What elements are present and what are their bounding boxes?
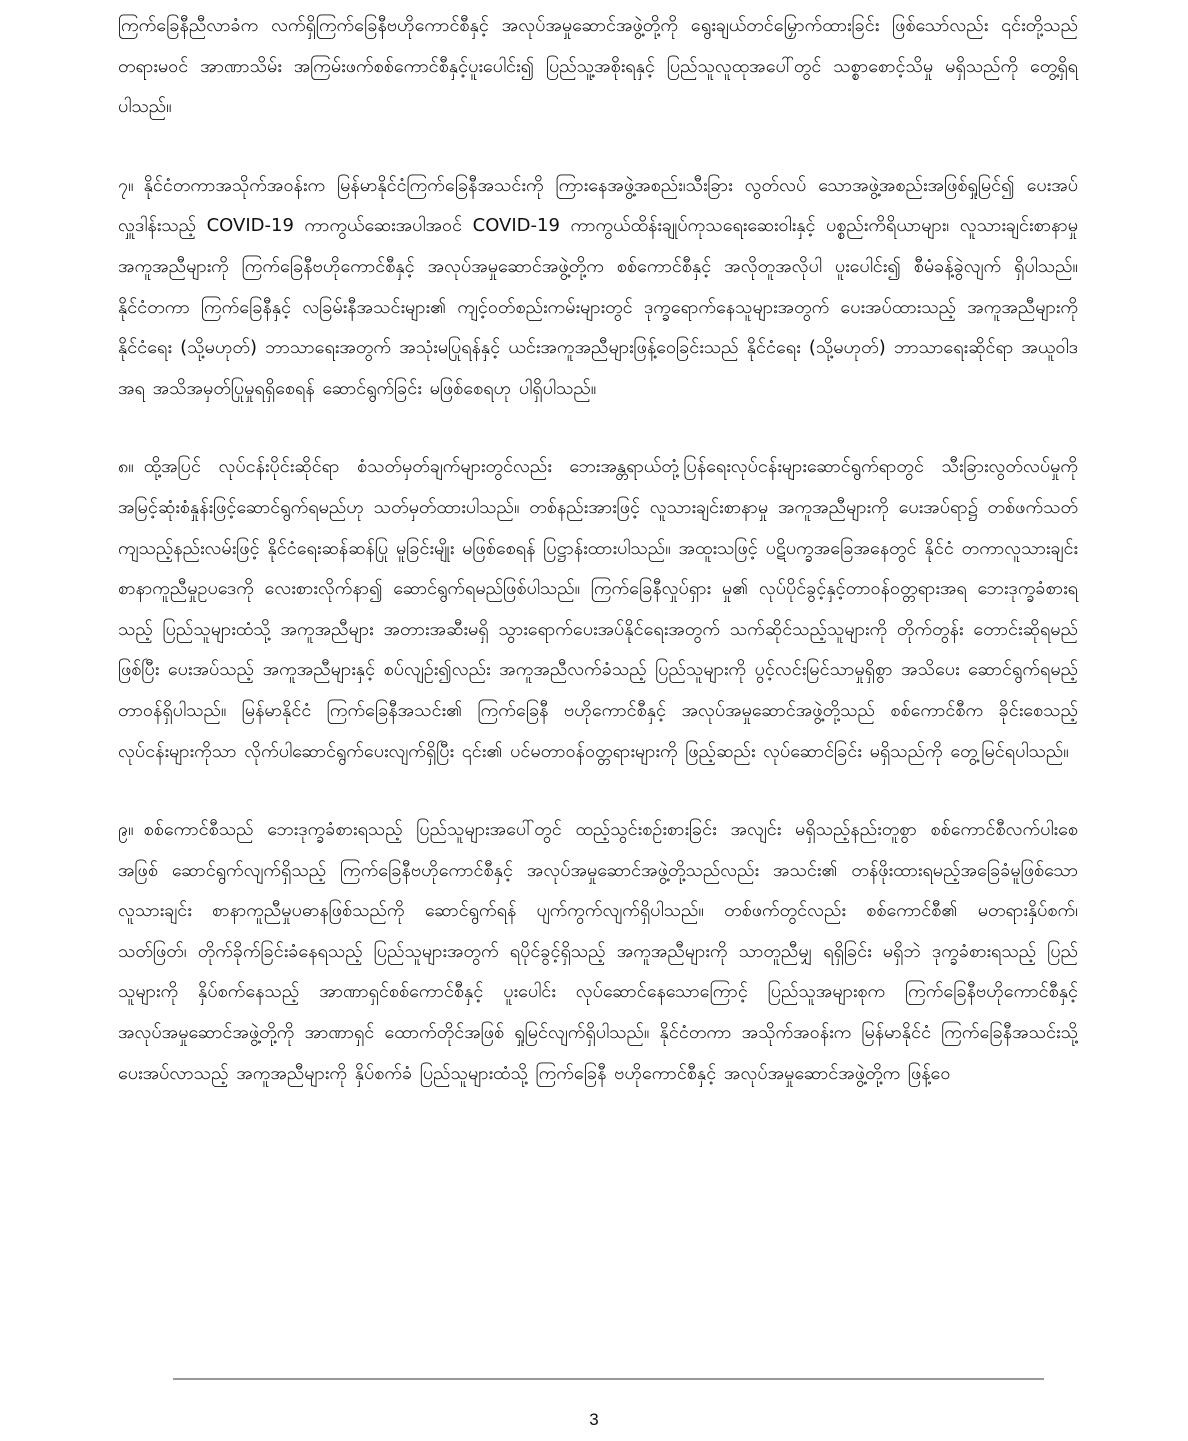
paragraph-text: ကြက်ခြေနီညီလာခံက လက်ရှိကြက်ခြေနီဗဟိုကောင်စီနှင့် အလုပ်အမှုဆောင်အဖွဲ့တို့ကို ရွေးချယ်တင်မြှောက်ထားခြင်း ဖြစ်သော်လည်း ၎င်းတို့သည် တရားမဝင် အာဏာသိမ်း အကြမ်းဖက်စစ်ကောင်စီနှင့်ပူးပေါင်း၍ ပြည်သူ့အစိုးရနှင့် ပြည်သူလူထုအပေါ်တွင် သစ္စာစောင့်သိမှု မရှိသည်ကို တွေ့ရှိရပါသည်။ — [118, 15, 1078, 118]
footer-divider — [173, 1378, 1044, 1380]
paragraph-text: စစ်ကောင်စီသည် ဘေးဒုက္ခခံစားရသည့် ပြည်သူများအပေါ်တွင် ထည့်သွင်းစဉ်းစားခြင်း အလျင်း မရှိသည့်နည်းတူစွာ စစ်ကောင်စီလက်ပါးစေအဖြစ် ဆောင်ရွက်လျက်ရှိသည့် ကြက်ခြေနီဗဟိုကောင်စီနှင့် အလုပ်အမှုဆောင်အဖွဲ့တို့သည်လည်း အသင်း၏ တန်ဖိုးထားရမည့်အခြေခံမူဖြစ်သော လူသားချင်း စာနာကူညီမှုပဓာနဖြစ်သည်ကို ဆောင်ရွက်ရန် ပျက်ကွက်လျက်ရှိပါသည်။ တစ်ဖက်တွင်လည်း စစ်ကောင်စီ၏ မတရားနှိပ်စက်၊ သတ်ဖြတ်၊ တိုက်ခိုက်ခြင်းခံနေရသည့် ပြည်သူများအတွက် ရပိုင်ခွင့်ရှိသည့် အကူအညီများကို သာတူညီမျှ ရရှိခြင်း မရှိဘဲ ဒုက္ခခံစားရသည့် ပြည်သူများကို နှိပ်စက်နေသည့် အာဏာရှင်စစ်ကောင်စီနှင့် ပူးပေါင်း လုပ်ဆောင်နေသောကြောင့် ပြည်သူအများစုက ကြက်ခြေနီဗဟိုကောင်စီနှင့် အလုပ်အမှုဆောင်အဖွဲ့တို့ကို အာဏာရှင် ထောက်တိုင်အဖြစ် ရှုမြင်လျက်ရှိပါသည်။ နိုင်ငံတကာ အသိုက်အဝန်းက မြန်မာနိုင်ငံ ကြက်ခြေနီအသင်းသို့ ပေးအပ်လာသည့် အကူအညီများကို နှိပ်စက်ခံ ပြည်သူများထံသို့ ကြက်ခြေနီ ဗဟိုကောင်စီနှင့် အလုပ်အမှုဆောင်အဖွဲ့တို့က ဖြန့်ဝေ — [118, 819, 1078, 1084]
paragraph-7 — [118, 166, 1078, 410]
document-body — [118, 6, 1078, 1132]
paragraph-9 — [118, 810, 1078, 1094]
paragraph-intro-continuation — [118, 6, 1078, 128]
paragraph-text: နိုင်ငံတကာအသိုက်အဝန်းက မြန်မာနိုင်ငံကြက်ခြေနီအသင်းကို ကြားနေအဖွဲ့အစည်း၊သီးခြား လွတ်လပ် သောအဖွဲ့အစည်းအဖြစ်ရှုမြင်၍ ပေးအပ်လှူဒါန်းသည့် COVID-19 ကာကွယ်ဆေးအပါအဝင် COVID-19 ကာကွယ်ထိန်းချုပ်ကုသရေးဆေးဝါးနှင့် ပစ္စည်းကိရိယာများ၊ လူသားချင်းစာနာမှုအကူအညီများကို ကြက်ခြေနီဗဟိုကောင်စီနှင့် အလုပ်အမှုဆောင်အဖွဲ့တို့က စစ်ကောင်စီနှင့် အလိုတူအလိုပါ ပူးပေါင်း၍ စီမံခန့်ခွဲလျက် ရှိပါသည်။ နိုင်ငံတကာ ကြက်ခြေနီနှင့် လခြမ်းနီအသင်းများ၏ ကျင့်ဝတ်စည်းကမ်းများတွင် ဒုက္ခရောက်နေသူများအတွက် ပေးအပ်ထားသည့် အကူအညီများကို နိုင်ငံရေး (သို့မဟုတ်) ဘာသာရေးအတွက် အသုံးမပြုရန်နှင့် ယင်းအကူအညီများဖြန့်ဝေခြင်းသည် နိုင်ငံရေး (သို့မဟုတ်) ဘာသာရေးဆိုင်ရာ အယူဝါဒအရ အသိအမှတ်ပြုမှုရရှိစေရန် ဆောင်ရွက်ခြင်း မဖြစ်စေရဟု ပါရှိပါသည်။ — [118, 174, 1078, 399]
page-number: 3 — [589, 1410, 599, 1429]
paragraph-text: ထို့အပြင် လုပ်ငန်းပိုင်းဆိုင်ရာ စံသတ်မှတ်ချက်များတွင်လည်း ဘေးအန္တရာယ်တုံ့ပြန်ရေးလုပ်ငန်းများဆောင်ရွက်ရာတွင် သီးခြားလွတ်လပ်မှုကို အမြင့်ဆုံးစံနှုန်းဖြင့်ဆောင်ရွက်ရမည်ဟု သတ်မှတ်ထားပါသည်။ တစ်နည်းအားဖြင့် လူသားချင်းစာနာမှု အကူအညီများကို ပေးအပ်ရာ၌ တစ်ဖက်သတ်ကျသည့်နည်းလမ်းဖြင့် နိုင်ငံရေးဆန်ဆန်ပြု မူခြင်းမျိုး မဖြစ်စေရန် ပြဋ္ဌာန်းထားပါသည်။ အထူးသဖြင့် ပဋိပက္ခအခြေအနေတွင် နိုင်ငံ တကာလူသားချင်းစာနာကူညီမှုဥပဒေကို လေးစားလိုက်နာ၍ ဆောင်ရွက်ရမည်ဖြစ်ပါသည်။ ကြက်ခြေနီလှုပ်ရှား မှု၏ လုပ်ပိုင်ခွင့်နှင့်တာဝန်ဝတ္တရားအရ ဘေးဒုက္ခခံစားရသည့် ပြည်သူများထံသို့ အကူအညီများ အတားအဆီးမရှိ သွားရောက်ပေးအပ်နိုင်ရေးအတွက် သက်ဆိုင်သည့်သူများကို တိုက်တွန်း တောင်းဆိုရမည်ဖြစ်ပြီး ပေးအပ်သည့် အကူအညီများနှင့် စပ်လျဉ်း၍လည်း အကူအညီလက်ခံသည့် ပြည်သူများကို ပွင့်လင်းမြင်သာမှုရှိစွာ အသိပေး ဆောင်ရွက်ရမည့် တာဝန်ရှိပါသည်။ မြန်မာနိုင်ငံ ကြက်ခြေနီအသင်း၏ ကြက်ခြေနီ ဗဟိုကောင်စီနှင့် အလုပ်အမှုဆောင်အဖွဲ့တို့သည် စစ်ကောင်စီက ခိုင်းစေသည့် လုပ်ငန်းများကိုသာ လိုက်ပါဆောင်ရွက်ပေးလျက်ရှိပြီး ၎င်း၏ ပင်မတာဝန်ဝတ္တရားများကို ဖြည့်ဆည်း လုပ်ဆောင်ခြင်း မရှိသည်ကို တွေ့မြင်ရပါသည်။ — [118, 456, 1078, 762]
paragraph-number: ၇။ — [118, 174, 134, 196]
paragraph-number: ၈။ — [118, 456, 134, 478]
paragraph-number: ၉။ — [118, 819, 134, 841]
paragraph-8 — [118, 447, 1078, 772]
